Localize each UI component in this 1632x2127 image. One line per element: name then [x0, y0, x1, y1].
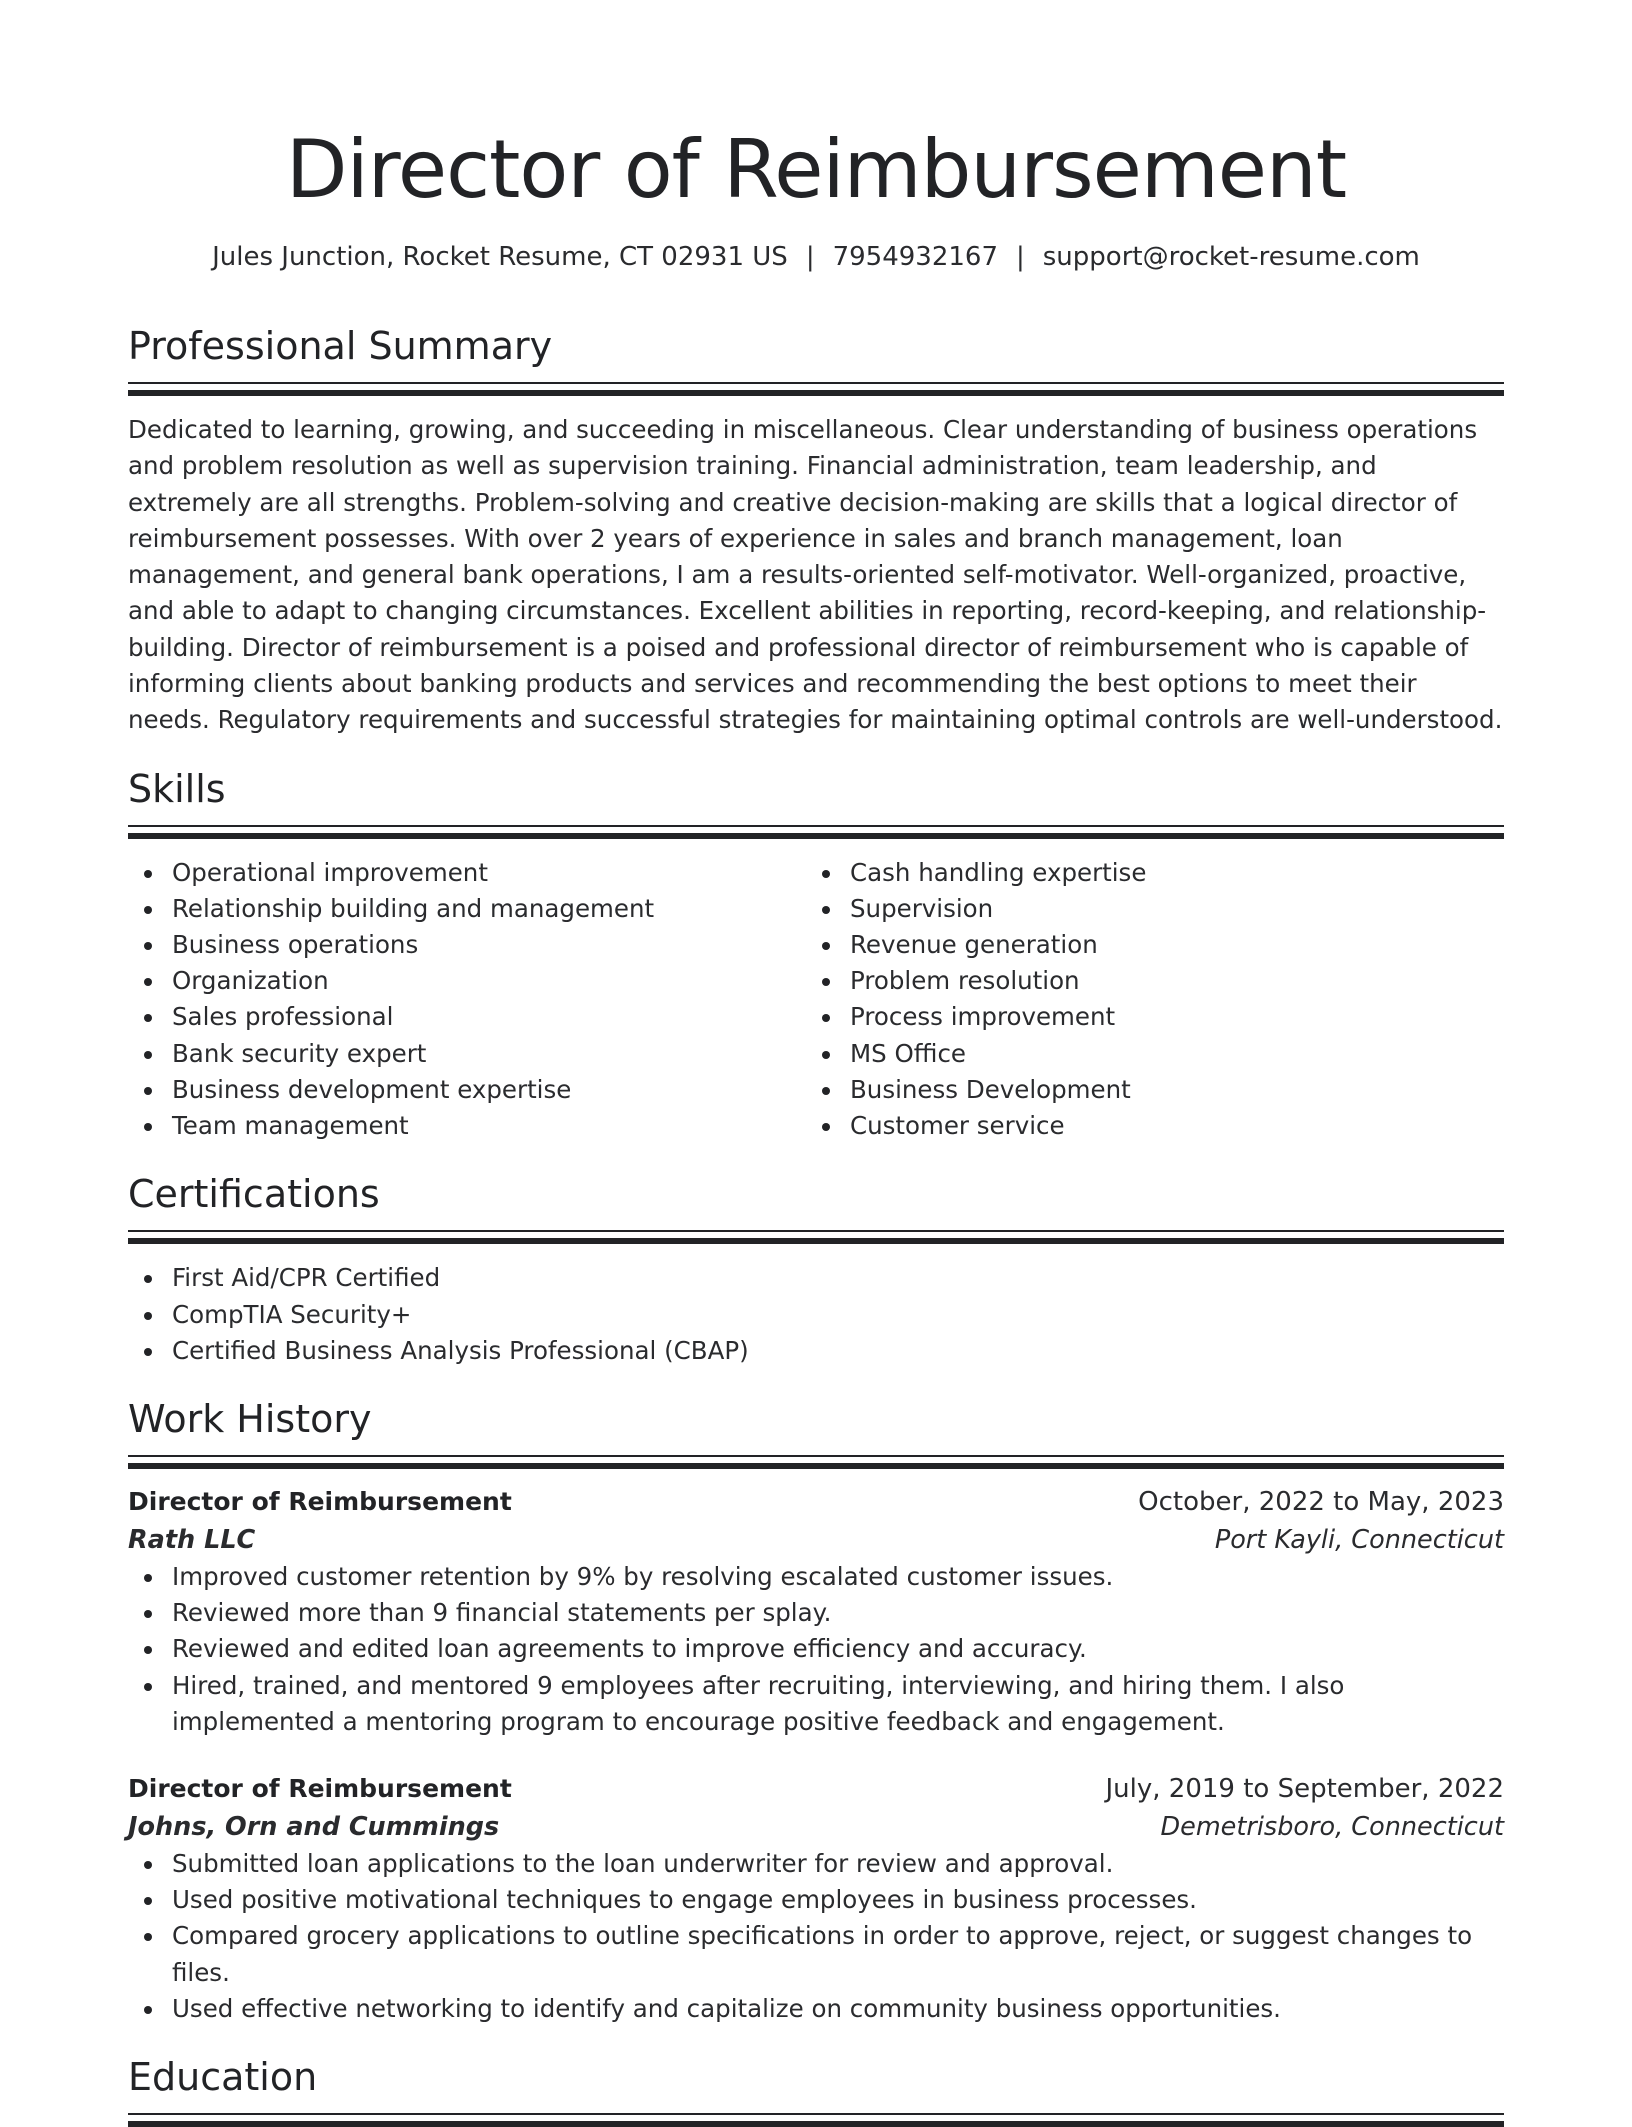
job-title: Director of Reimbursement: [128, 1773, 512, 1803]
skill-item: Business operations: [128, 927, 806, 963]
skill-item: Customer service: [806, 1108, 1484, 1144]
job-bullet: Reviewed more than 9 financial statements per splay.: [128, 1595, 1504, 1631]
certification-item: First Aid/CPR Certified: [128, 1260, 1504, 1296]
contact-email: support@rocket-resume.com: [1042, 242, 1420, 272]
certification-item: Certified Business Analysis Professional (CBAP): [128, 1333, 1504, 1369]
skill-item: Cash handling expertise: [806, 855, 1484, 891]
section-divider: [128, 1230, 1504, 1244]
job-location: Demetrisboro, Connecticut: [1160, 1811, 1504, 1842]
contact-separator: |: [805, 242, 815, 272]
summary-section: [128, 322, 1504, 739]
section-title-education: Education: [128, 2054, 318, 2099]
job-bullets: [128, 1846, 1504, 2027]
job-bullet: Improved customer retention by 9% by resolving escalated customer issues.: [128, 1559, 1504, 1595]
skill-item: Bank security expert: [128, 1036, 806, 1072]
job-title: Director of Reimbursement: [128, 1486, 512, 1516]
job-bullets: [128, 1559, 1504, 1740]
skill-item: Relationship building and management: [128, 891, 806, 927]
job-bullet: Hired, trained, and mentored 9 employees after recruiting, interviewing, and hiring them. I also implemented a mentoring program to encourage positive feedback and engagement.: [128, 1668, 1504, 1740]
skills-list-left: [128, 855, 806, 1145]
skills-grid: [128, 855, 1504, 1145]
job-bullet: Used positive motivational techniques to engage employees in business processes.: [128, 1882, 1504, 1918]
summary-text: Dedicated to learning, growing, and succeeding in miscellaneous. Clear understanding of business operations and problem resolution as well as supervision training. Financial administration, team leadership, and extremely are all strengths. Problem-solving and creative decision-making are skills that a logical director of reimbursement possesses. With over 2 years of experience in sales and branch management, loan management, and general bank operations, I am a results-oriented self-motivator. Well-organized, proactive, and able to adapt to changing circumstances. Excellent abilities in reporting, record-keeping, and relationship-building. Director of reimbursement is a poised and professional director of reimbursement who is capable of informing clients about banking products and services and recommending the best options to meet their needs. Regulatory requirements and successful strategies for maintaining optimal controls are well-understood.: [128, 415, 1503, 735]
certification-item: CompTIA Security+: [128, 1297, 1504, 1333]
job-bullet: Compared grocery applications to outline specifications in order to approve, reject, or suggest changes to files.: [128, 1918, 1504, 1990]
skill-item: Revenue generation: [806, 927, 1484, 963]
skills-section: [128, 765, 1504, 1145]
contact-separator: |: [1016, 242, 1025, 272]
work-history-section: [128, 1395, 1504, 2027]
job-company: Rath LLC: [128, 1524, 256, 1555]
skill-item: Supervision: [806, 891, 1484, 927]
skill-item: Process improvement: [806, 999, 1484, 1035]
certifications-list: [128, 1260, 1504, 1369]
skill-item: Team management: [128, 1108, 806, 1144]
job-subheader: [128, 1521, 1504, 1559]
section-divider: [128, 825, 1504, 839]
job-bullet: Used effective networking to identify and capitalize on community business opportunities.: [128, 1991, 1504, 2027]
job-bullet: Submitted loan applications to the loan underwriter for review and approval.: [128, 1846, 1504, 1882]
skills-list-right: [806, 855, 1484, 1145]
job-dates: July, 2019 to September, 2022: [1105, 1773, 1504, 1804]
job-company: Johns, Orn and Cummings: [128, 1811, 500, 1842]
skill-item: MS Office: [806, 1036, 1484, 1072]
job-location: Port Kayli, Connecticut: [1214, 1524, 1504, 1555]
skill-item: Operational improvement: [128, 855, 806, 891]
contact-address: Jules Junction, Rocket Resume, CT 02931 US: [212, 242, 788, 272]
section-divider: [128, 2113, 1504, 2127]
contact-line: [128, 240, 1504, 274]
skill-item: Problem resolution: [806, 963, 1484, 999]
section-title-certifications: Certifications: [128, 1172, 380, 1217]
resume-name: Director of Reimbursement: [285, 123, 1347, 216]
job-entry: [128, 1770, 1504, 2027]
job-dates: October, 2022 to May, 2023: [1138, 1486, 1504, 1517]
section-title-summary: Professional Summary: [128, 324, 553, 368]
skill-item: Business development expertise: [128, 1072, 806, 1108]
skill-item: Organization: [128, 963, 806, 999]
certifications-section: [128, 1170, 1504, 1369]
resume-page: [128, 0, 1504, 2127]
job-subheader: [128, 1808, 1504, 1846]
skill-item: Business Development: [806, 1072, 1484, 1108]
section-divider: [128, 382, 1504, 396]
contact-phone: 7954932167: [832, 242, 998, 272]
section-title-work-history: Work History: [128, 1396, 372, 1441]
section-title-skills: Skills: [128, 766, 226, 811]
job-header: [128, 1770, 1504, 1808]
job-entry: [128, 1483, 1504, 1740]
section-divider: [128, 1455, 1504, 1469]
skill-item: Sales professional: [128, 999, 806, 1035]
education-section: [128, 2053, 1504, 2127]
job-header: [128, 1483, 1504, 1521]
job-bullet: Reviewed and edited loan agreements to improve efficiency and accuracy.: [128, 1631, 1504, 1667]
